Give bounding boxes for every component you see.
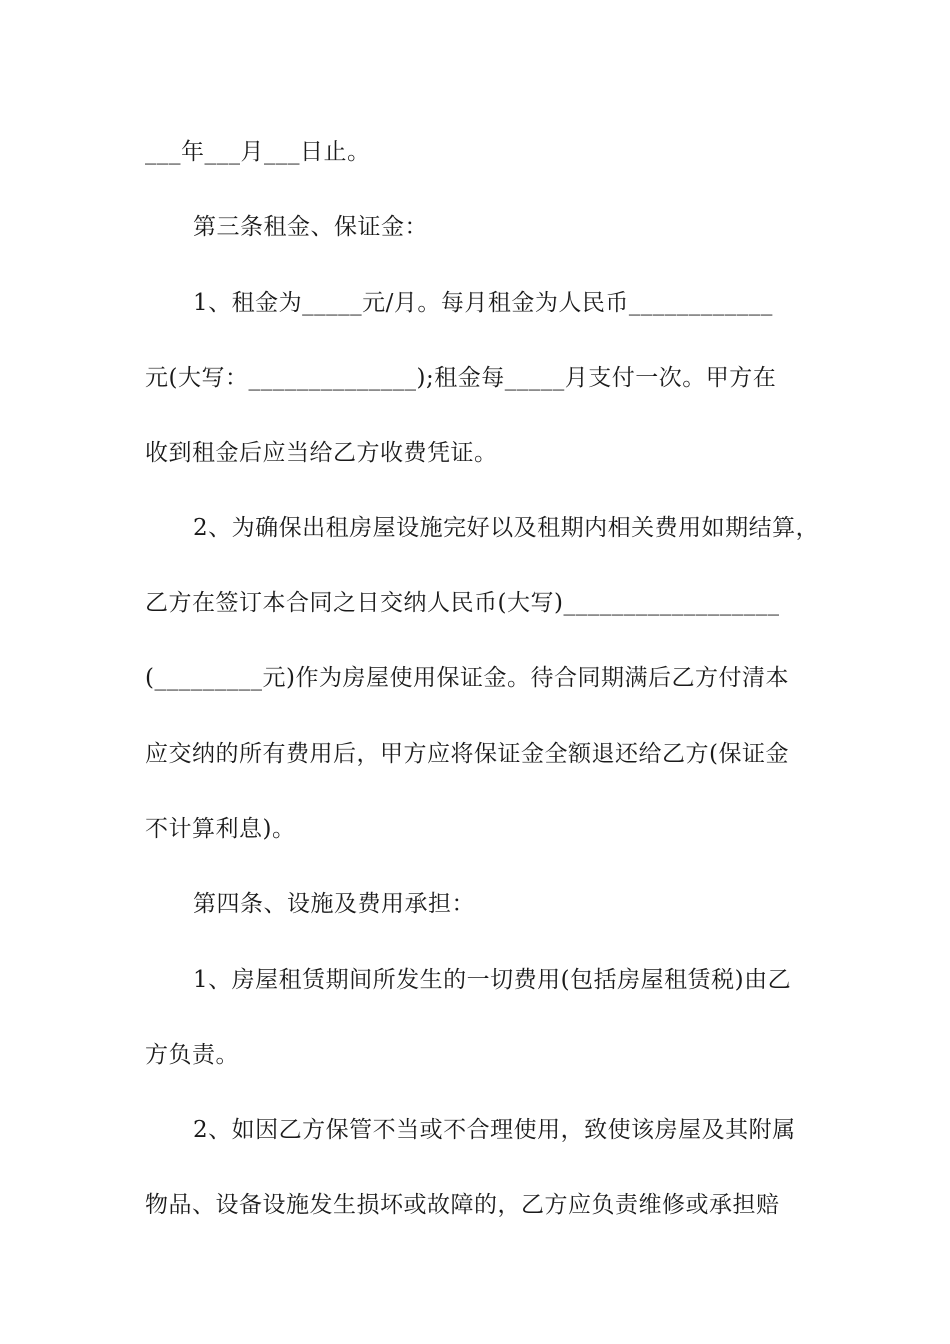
text-line-rent-1: 1、租金为_____元/月。每月租金为人民币____________ xyxy=(193,290,773,316)
text-line-rent-2: 元(大写：______________);租金每_____月支付一次。甲方在 xyxy=(145,365,777,391)
text-line-deposit-4: 应交纳的所有费用后，甲方应将保证金全额退还给乙方(保证金 xyxy=(145,741,789,767)
text-line-deposit-1: 2、为确保出租房屋设施完好以及租期内相关费用如期结算， xyxy=(193,515,820,541)
text-line-damage-1: 2、如因乙方保管不当或不合理使用，致使该房屋及其附属 xyxy=(193,1117,796,1143)
text-line-fees-2: 方负责。 xyxy=(145,1042,239,1068)
text-line-fees-1: 1、房屋租赁期间所发生的一切费用(包括房屋租赁税)由乙 xyxy=(193,967,792,993)
text-line-date-end: ___年___月___日止。 xyxy=(145,139,371,165)
text-line-rent-3: 收到租金后应当给乙方收费凭证。 xyxy=(145,440,498,466)
text-line-deposit-2: 乙方在签订本合同之日交纳人民币(大写)__________________ xyxy=(145,590,780,616)
text-line-deposit-3: (_________元)作为房屋使用保证金。待合同期满后乙方付清本 xyxy=(145,665,789,691)
heading-article-3: 第三条租金、保证金： xyxy=(193,214,428,240)
text-line-deposit-5: 不计算利息)。 xyxy=(145,816,296,842)
heading-article-4: 第四条、设施及费用承担： xyxy=(193,891,475,917)
text-line-damage-2: 物品、设备设施发生损坏或故障的，乙方应负责维修或承担赔 xyxy=(145,1192,780,1218)
